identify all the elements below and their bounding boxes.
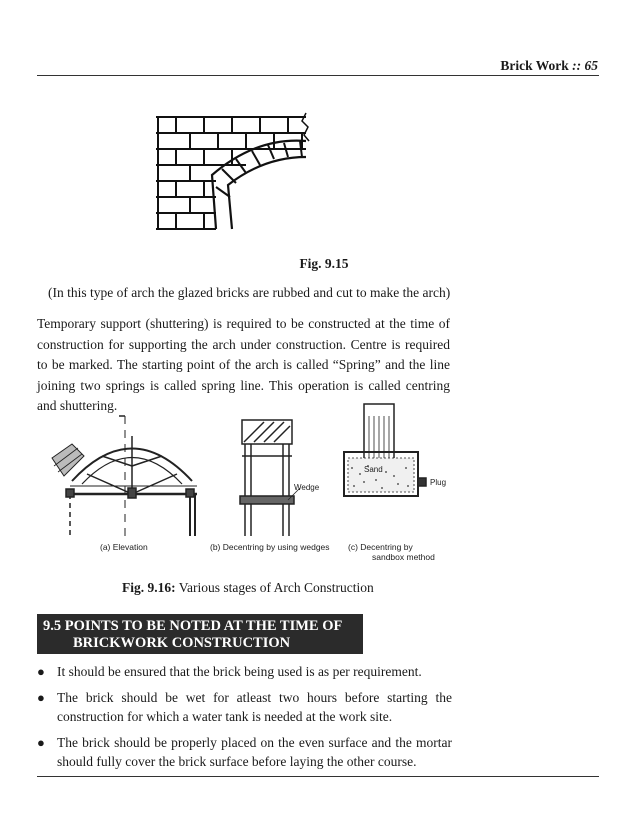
figure-9-16-caption-text: Various stages of Arch Construction xyxy=(175,580,374,595)
figure-9-15-brick-arch xyxy=(156,111,311,233)
label-plug: Plug xyxy=(430,478,447,487)
label-wedges: (b) Decentring by using wedges xyxy=(210,542,330,552)
label-elevation: (a) Elevation xyxy=(100,542,148,552)
bullet-icon: ● xyxy=(37,734,45,750)
header-title: Brick Work xyxy=(500,58,569,73)
body-paragraph: Temporary support (shuttering) is required to be constructed at the time of construction for supporting the arch under construction. Centre is required to be marked. The starting point of the arch is called “Spring” and the line joining two springs is called spring line. This operation is called centring and shuttering. xyxy=(37,316,450,413)
label-sand: Sand xyxy=(364,465,383,474)
section-heading xyxy=(37,614,363,654)
list-item: ● The brick should be wet for atleast two hours before starting the construction for which a water tank is needed at the work site. xyxy=(37,689,452,724)
label-wedge: Wedge xyxy=(294,483,320,492)
footer-rule xyxy=(37,776,599,777)
header-rule xyxy=(37,75,599,76)
bullet-icon: ● xyxy=(37,689,45,705)
wedges-diagram xyxy=(240,420,300,536)
list-item: ● The brick should be properly placed on the even surface and the mortar should fully cover the brick surface before laying the other course. xyxy=(37,734,452,769)
section-heading-line2: BRICKWORK CONSTRUCTION xyxy=(73,635,291,651)
bullet-icon: ● xyxy=(37,664,45,679)
page-number: :: 65 xyxy=(572,58,598,73)
label-sandbox-1: (c) Decentring by xyxy=(348,542,413,552)
figure-9-15-caption: Fig. 9.15 xyxy=(299,256,349,271)
figure-9-16-caption xyxy=(122,580,374,596)
section-heading-line1: 9.5 POINTS TO BE NOTED AT THE TIME OF xyxy=(43,618,343,634)
list-item: ● It should be ensured that the brick being used is as per requirement. xyxy=(37,662,452,682)
figure-9-16-arch-construction xyxy=(42,396,447,566)
elevation-diagram xyxy=(52,416,197,536)
running-header xyxy=(500,58,598,74)
label-sandbox-2: sandbox method xyxy=(372,552,435,562)
figure-9-16-caption-label: Fig. 9.16: xyxy=(122,580,176,595)
bullet-list xyxy=(37,662,452,778)
figure-note: (In this type of arch the glazed bricks are rubbed and cut to make the arch) xyxy=(48,285,451,300)
sandbox-diagram xyxy=(344,404,426,496)
